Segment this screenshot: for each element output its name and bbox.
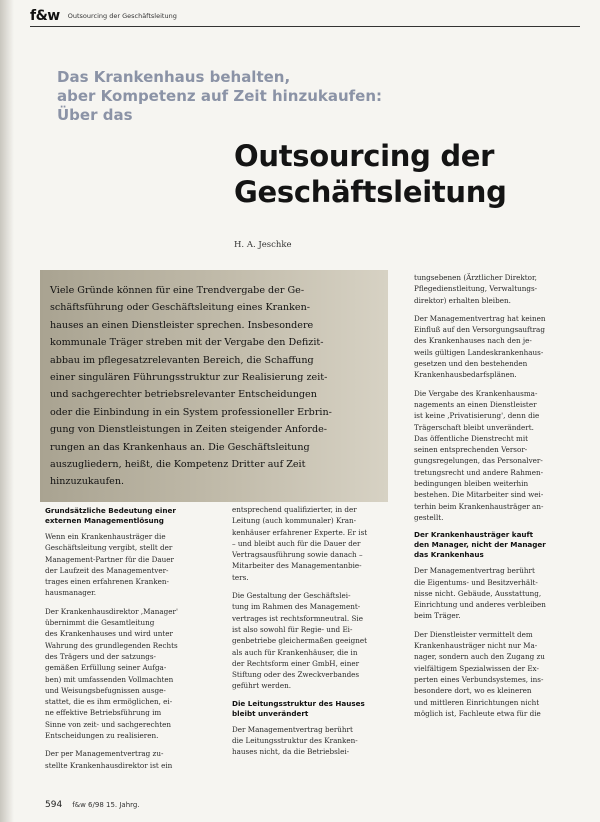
text-line: Mitarbeiter des Managementanbie-: [232, 561, 362, 571]
kicker-line: Über das: [57, 106, 133, 124]
paragraph-gap: [45, 741, 215, 748]
article-author: H. A. Jeschke: [234, 240, 292, 250]
text-line: übernimmt die Gesamtleitung: [45, 618, 155, 628]
paragraph: [414, 272, 584, 306]
paragraph: [45, 606, 215, 742]
text-line: als auch für Krankenhäuser, die in: [232, 647, 358, 657]
magazine-logo: f&w: [30, 8, 60, 24]
text-line: nager, sondern auch den Zugang zu: [414, 652, 545, 662]
text-line: vielfältigem Spezialwissen der Ex-: [414, 663, 539, 673]
heading-line: Der Krankenhausträger kauft: [414, 530, 534, 540]
lead-line: einer singulären Führungsstruktur zur Realisierung zeit-: [50, 372, 328, 384]
text-line: Einfluß auf den Versorgungsauftrag: [414, 325, 545, 335]
text-line: Management-Partner für die Dauer: [45, 554, 174, 564]
text-line: Der Dienstleister vermittelt dem: [414, 629, 533, 639]
paragraph-gap: [232, 692, 380, 699]
text-column-3: [414, 272, 584, 726]
section-heading: [232, 699, 380, 719]
page-number: 594: [45, 800, 63, 810]
lead-paragraph-box: [40, 270, 388, 502]
text-line: tung im Rahmen des Management-: [232, 602, 361, 612]
paragraph: [45, 531, 215, 599]
text-line: Der Managementvertrag berührt: [414, 566, 535, 576]
article-kicker: [57, 68, 527, 125]
paragraph: [414, 388, 584, 524]
lead-line: Viele Gründe können für eine Trendvergabe der Ge-: [50, 285, 305, 296]
text-line: gemäßen Erfüllung seiner Aufga-: [45, 663, 167, 673]
heading-line: das Krankenhaus: [414, 550, 484, 560]
paragraph: [232, 724, 380, 758]
text-line: Leitung (auch kommunaler) Kran-: [232, 516, 357, 526]
article-title: [234, 138, 584, 210]
text-line: tungsebenen (Ärztlicher Direktor,: [414, 273, 537, 282]
lead-line: schäftsführung oder Geschäftsleitung eines Kranken-: [50, 302, 311, 314]
text-line: Sinne von zeit- und sachgerechten: [45, 719, 172, 729]
text-line: Entscheidungen zu realisieren.: [45, 731, 159, 741]
paragraph: [414, 565, 584, 621]
text-line: Trägerschaft bleibt unverändert.: [414, 422, 534, 432]
lead-line: kommunale Träger streben mit der Vergabe den Defizit-: [50, 337, 324, 349]
text-line: Vertragsausführung sowie danach –: [232, 550, 363, 560]
lead-line: gung von Dienstleistungen in Zeiten steigender Anforde-: [50, 424, 328, 436]
lead-line: rungen an das Krankenhaus an. Die Geschäftsleitung: [50, 441, 310, 453]
text-line: stellte Krankenhausdirektor ist ein: [45, 760, 173, 770]
kicker-line: Das Krankenhaus behalten,: [57, 68, 291, 86]
text-line: Der Managementvertrag hat keinen: [414, 313, 546, 323]
text-line: ters.: [232, 572, 249, 582]
lead-line: hauses an einen Dienstleister sprechen. Insbesondere: [50, 319, 314, 331]
text-line: beim Träger.: [414, 611, 461, 621]
text-line: der Rechtsform einer GmbH, einer: [232, 658, 360, 668]
text-line: ne effektive Betriebsführung im: [45, 708, 162, 718]
heading-line: Grundsätzliche Bedeutung einer: [45, 506, 176, 515]
paragraph-gap: [45, 599, 215, 606]
text-line: nagements an einen Dienstleister: [414, 399, 537, 409]
text-line: gesetzen und den bestehenden: [414, 359, 528, 369]
text-line: Wenn ein Krankenhausträger die: [45, 532, 166, 541]
lead-line: hinzuzukaufen.: [50, 476, 125, 488]
heading-line: Die Leitungsstruktur des Hauses: [232, 698, 365, 708]
text-line: der Laufzeit des Managementver-: [45, 565, 169, 575]
paragraph: [232, 504, 380, 583]
paragraph-gap: [232, 758, 380, 765]
title-line: Geschäftsleitung: [234, 175, 507, 209]
paragraph-gap: [414, 381, 584, 388]
text-line: kenhäuser erfahrener Experte. Er ist: [232, 527, 368, 537]
text-line: des Krankenhauses und wird unter: [45, 629, 173, 639]
heading-line: den Manager, nicht der Manager: [414, 540, 546, 550]
paragraph-gap: [232, 583, 380, 590]
text-line: nisse nicht. Gebäude, Ausstattung,: [414, 588, 542, 598]
lead-line: oder die Einbindung in ein System professioneller Erbrin-: [50, 406, 332, 418]
text-line: Geschäftsleitung vergibt, stellt der: [45, 543, 173, 553]
issue-info: f&w 6/98 15. Jahrg.: [72, 801, 140, 809]
text-line: trages einen erfahrenen Kranken-: [45, 577, 169, 587]
text-line: Das öffentliche Dienstrecht mit: [414, 433, 529, 443]
text-line: Pflegedienstleitung, Verwaltungs-: [414, 284, 538, 294]
paragraph-gap: [414, 306, 584, 313]
lead-line: auszugliedern, heißt, die Kompetenz Dritter auf Zeit: [50, 459, 306, 471]
text-line: Einrichtung und anderes verbleiben: [414, 600, 546, 610]
text-line: vertrages ist rechtsformneutral. Sie: [232, 613, 363, 623]
text-line: die Leitungsstruktur des Kranken-: [232, 736, 358, 746]
text-line: bestehen. Die Mitarbeiter sind wei-: [414, 490, 544, 500]
paragraph-gap: [45, 771, 215, 778]
paragraph-gap: [414, 719, 584, 726]
text-line: perten eines Verbundsystemes, ins-: [414, 674, 544, 684]
text-line: hausmanager.: [45, 588, 97, 598]
paragraph-gap: [414, 622, 584, 629]
text-line: möglich ist, Fachleute etwa für die: [414, 708, 541, 718]
text-line: weils gültigen Landeskrankenhaus-: [414, 347, 544, 357]
text-line: und Weisungsbefugnissen ausge-: [45, 685, 166, 695]
text-line: hauses nicht, da die Betriebslei-: [232, 747, 350, 757]
text-line: Wahrung des grundlegenden Rechts: [45, 640, 178, 650]
paragraph: [414, 313, 584, 381]
paragraph: [232, 590, 380, 692]
paragraph-gap: [414, 523, 584, 530]
lead-line: abbau im pflegesatzrelevanten Bereich, die Schaffung: [50, 354, 314, 366]
lead-line: und sachgerechter betriebsrelevanter Entscheidungen: [50, 389, 317, 401]
text-line: – und bleibt auch für die Dauer der: [232, 538, 361, 548]
heading-line: externen Managementlösung: [45, 516, 164, 525]
text-line: terhin beim Krankenhausträger an-: [414, 501, 544, 511]
text-line: und mittleren Einrichtungen nicht: [414, 697, 540, 707]
kicker-line: aber Kompetenz auf Zeit hinzukaufen:: [57, 87, 383, 105]
paragraph: [414, 629, 584, 719]
text-line: gestellt.: [414, 512, 444, 522]
text-line: Krankenhausbedarfsplänen.: [414, 370, 517, 380]
heading-line: bleibt unverändert: [232, 708, 309, 718]
section-heading: [45, 506, 215, 526]
text-line: besondere dort, wo es kleineren: [414, 686, 532, 696]
text-line: Krankenhausträger nicht nur Ma-: [414, 641, 538, 651]
text-line: ist keine ‚Privatisierung', denn die: [414, 411, 540, 421]
text-line: Der Krankenhausdirektor ‚Manager': [45, 606, 178, 616]
text-line: ben) mit umfassenden Vollmachten: [45, 674, 174, 684]
section-heading: [414, 530, 584, 560]
text-column-2: [232, 504, 380, 765]
paragraph: [45, 748, 215, 771]
text-line: tretungsrecht und andere Rahmen-: [414, 467, 544, 477]
text-line: gungsregelungen, das Personalver-: [414, 456, 543, 466]
text-line: des Krankenhauses nach den je-: [414, 336, 532, 346]
text-line: die Eigentums- und Besitzverhält-: [414, 577, 538, 587]
text-line: direktor) erhalten bleiben.: [414, 295, 511, 305]
text-line: geführt werden.: [232, 681, 291, 691]
text-line: Der Managementvertrag berührt: [232, 724, 353, 734]
title-line: Outsourcing der: [234, 139, 495, 173]
page-footer: [45, 800, 140, 810]
text-line: ist also sowohl für Regie- und Ei-: [232, 624, 353, 634]
text-line: Die Gestaltung der Geschäftslei-: [232, 591, 351, 601]
text-line: genbetriebe gleichermaßen geeignet: [232, 636, 367, 646]
page-header: [30, 6, 580, 27]
text-line: entsprechend qualifizierter, in der: [232, 505, 357, 514]
text-column-1: [45, 506, 215, 778]
text-line: Der per Managementvertrag zu-: [45, 749, 164, 759]
text-line: Die Vergabe des Krankenhausma-: [414, 388, 538, 398]
text-line: seinen entsprechenden Versor-: [414, 445, 528, 455]
text-line: stattet, die es ihm ermöglichen, ei-: [45, 697, 173, 707]
text-line: bedingungen bleiben weiterhin: [414, 479, 529, 489]
text-line: des Trägers und der satzungs-: [45, 651, 156, 661]
running-head: Outsourcing der Geschäftsleitung: [67, 12, 177, 20]
text-line: Stiftung oder des Zweckverbandes: [232, 670, 360, 680]
binding-shadow: [0, 0, 14, 822]
